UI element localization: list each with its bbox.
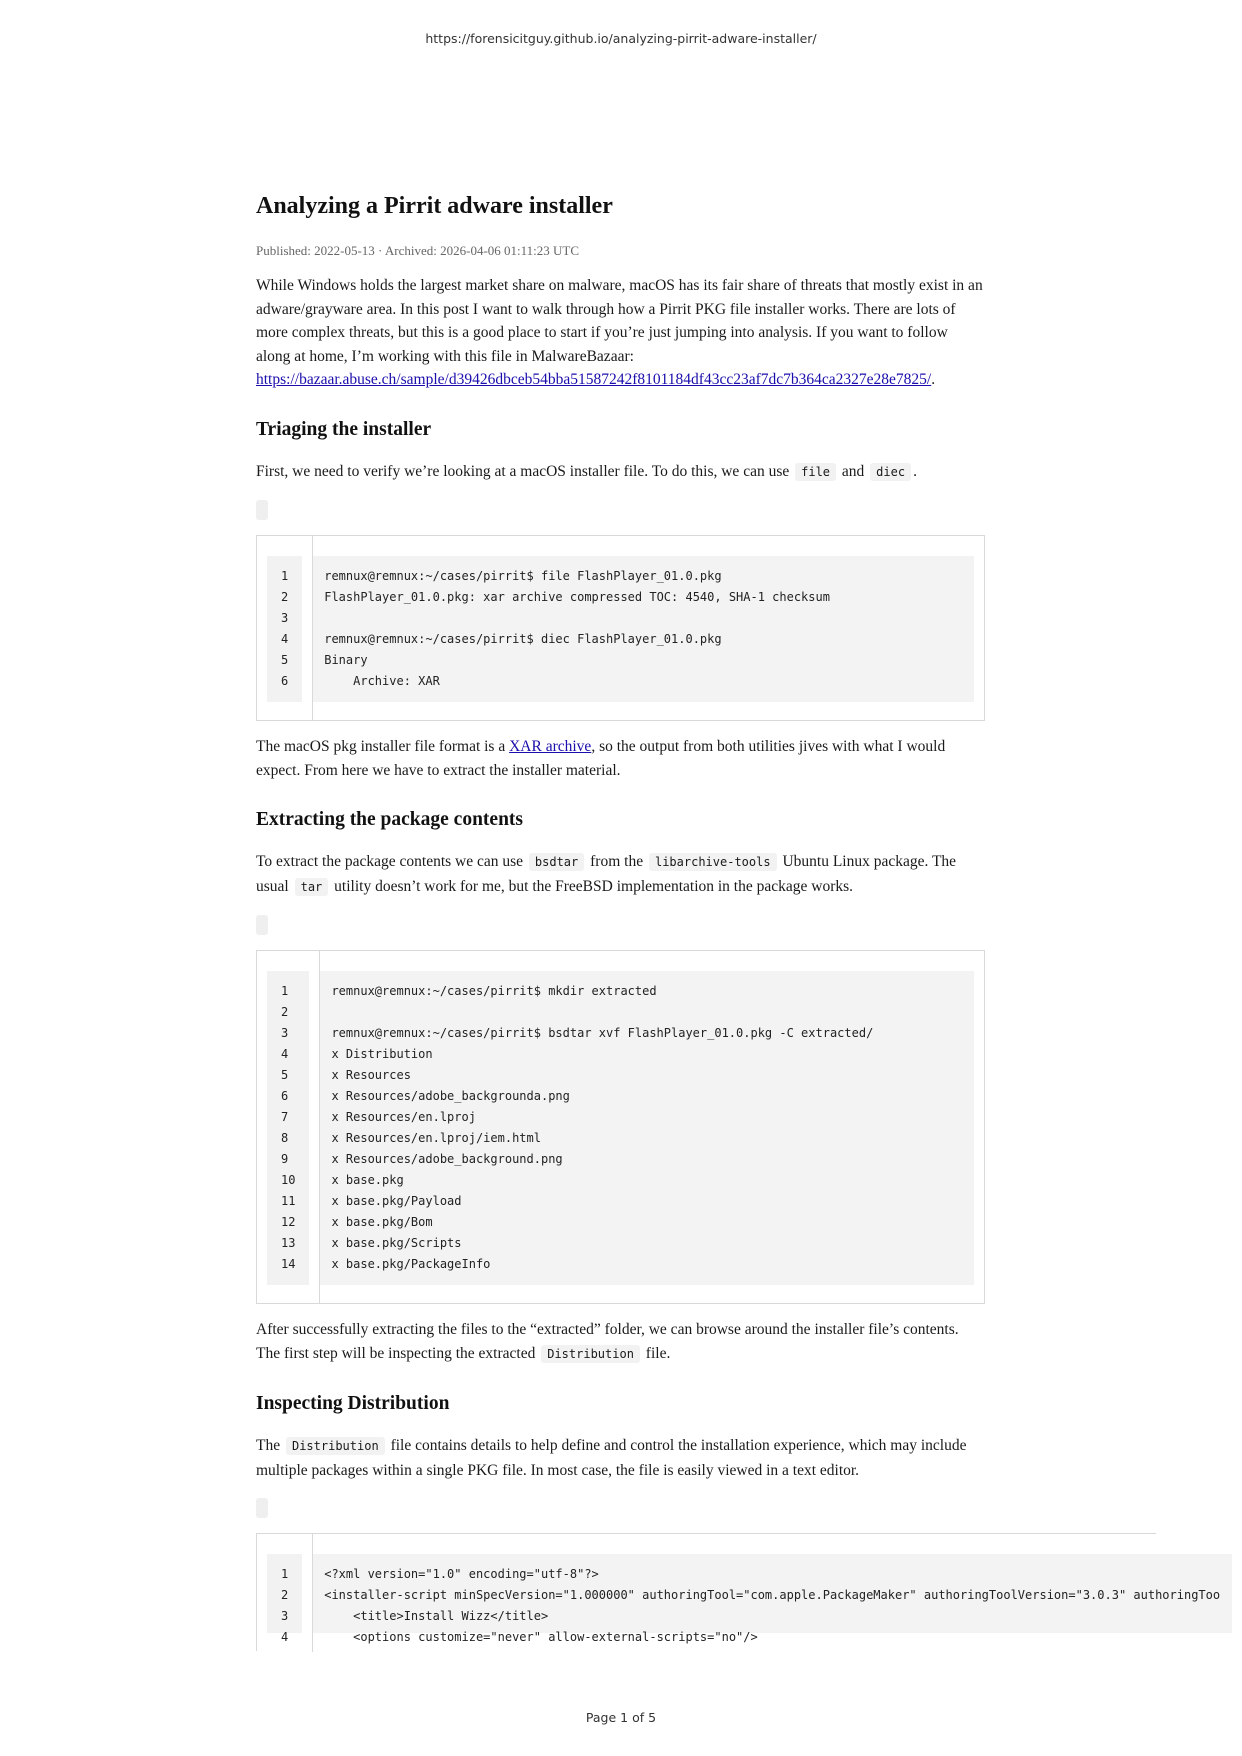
line-number: 13 [281, 1236, 296, 1250]
copy-code-button[interactable] [256, 500, 268, 520]
code-line: remnux@remnux:~/cases/pirrit$ file FlashPlayer_01.0.pkg [324, 569, 722, 583]
line-number: 1 [281, 569, 289, 583]
code-line: Archive: XAR [324, 674, 440, 688]
code-content [312, 1554, 1232, 1644]
line-number: 3 [281, 1026, 289, 1040]
article-title: Analyzing a Pirrit adware installer [256, 193, 613, 219]
line-number: 8 [281, 1131, 289, 1145]
extract-paragraph: To extract the package contents we can use bsdtar from the libarchive-tools Ubuntu Linux package. The usual tar utility doesn’t work for me, but the FreeBSD implementation in the package works. [256, 853, 957, 895]
code-line: x Resources/en.lproj [331, 1110, 476, 1124]
inline-code-distribution: Distribution [286, 1437, 385, 1455]
code-line: x base.pkg/Bom [331, 1215, 433, 1229]
heading-triaging: Triaging the installer [256, 418, 432, 440]
distribution-paragraph: The Distribution file contains details to help define and control the installation experience, which may include multiple packages within a single PKG file. In most case, the file is easily viewed in a text editor. [256, 1437, 967, 1479]
line-number-gutter [267, 971, 309, 1285]
code-line: x Distribution [331, 1047, 433, 1061]
code-content [319, 971, 974, 1285]
triage-paragraph: First, we need to verify we’re looking at a macOS installer file. To do this, we can use file and diec . [256, 462, 917, 480]
line-number: 5 [281, 653, 289, 667]
code-line: remnux@remnux:~/cases/pirrit$ mkdir extracted [331, 984, 657, 998]
inline-code-libarchive-tools: libarchive-tools [649, 853, 777, 871]
copy-code-button[interactable] [256, 1498, 268, 1518]
line-number-gutter [267, 1554, 302, 1644]
line-number: 1 [281, 984, 289, 998]
page-footer: Page 1 of 5 [585, 1710, 657, 1725]
page-url-header: https://forensicitguy.github.io/analyzing-pirrit-adware-installer/ [425, 31, 817, 46]
line-number: 6 [281, 674, 289, 688]
code-line: x base.pkg/PackageInfo [331, 1257, 491, 1271]
code-line: <installer-script minSpecVersion="1.000000" authoringTool="com.apple.PackageMaker" authoringToolVersion="3.0.3" authoringToo [324, 1588, 1221, 1602]
line-number: 4 [281, 632, 289, 646]
code-line: x Resources/adobe_backgrounda.png [331, 1089, 570, 1103]
code-line: remnux@remnux:~/cases/pirrit$ bsdtar xvf FlashPlayer_01.0.pkg -C extracted/ [331, 1026, 874, 1040]
code-line: x base.pkg/Payload [331, 1194, 462, 1208]
inline-code-tar: tar [295, 878, 329, 896]
heading-extracting: Extracting the package contents [256, 809, 524, 830]
line-number: 6 [281, 1089, 289, 1103]
code-line: x Resources/en.lproj/iem.html [331, 1131, 541, 1145]
code-line: x base.pkg/Scripts [331, 1236, 462, 1250]
line-number: 2 [281, 1005, 289, 1019]
xar-paragraph: The macOS pkg installer file format is a XAR archive, so the output from both utilities jives with what I would expect. From here we have to extract the installer material. [256, 738, 946, 779]
code-block-triage [256, 535, 985, 721]
code-line [331, 1002, 962, 1023]
code-line: x Resources/adobe_background.png [331, 1152, 563, 1166]
line-number: 4 [281, 1630, 289, 1644]
line-number: 12 [281, 1215, 296, 1229]
malwarebazaar-link[interactable]: https://bazaar.abuse.ch/sample/d39426dbceb54bba51587242f8101184df43cc23af7dc7b364ca2327e28e7825/ [256, 371, 932, 388]
article-meta: Published: 2022-05-13 · Archived: 2026-04-06 01:11:23 UTC [256, 243, 580, 258]
heading-inspecting-distribution: Inspecting Distribution [256, 1393, 450, 1414]
line-number: 14 [281, 1257, 296, 1271]
code-line: <?xml version="1.0" encoding="utf-8"?> [324, 1567, 599, 1581]
inline-code-distribution: Distribution [541, 1345, 640, 1363]
line-number: 7 [281, 1110, 289, 1124]
after-extract-paragraph: After successfully extracting the files to the “extracted” folder, we can browse around the installer file’s contents. The first step will be inspecting the extracted Distribution file. [256, 1321, 959, 1362]
line-number: 3 [281, 611, 289, 625]
inline-code-bsdtar: bsdtar [529, 853, 584, 871]
line-number: 5 [281, 1068, 289, 1082]
line-number: 11 [281, 1194, 296, 1208]
inline-code-file: file [795, 463, 836, 481]
line-number: 3 [281, 1609, 289, 1623]
line-number: 4 [281, 1047, 289, 1061]
inline-code-diec: diec [870, 463, 911, 481]
line-number: 2 [281, 590, 289, 604]
line-number: 2 [281, 1588, 289, 1602]
line-number-gutter [267, 556, 302, 702]
code-line: remnux@remnux:~/cases/pirrit$ diec FlashPlayer_01.0.pkg [324, 632, 722, 646]
intro-paragraph: While Windows holds the largest market share on malware, macOS has its fair share of threats that mostly exist in an adware/grayware area. In this post I want to walk through how a Pirrit PKG file installer works. There are lots of more complex threats, but this is a good place to start if you’re just jumping into analysis. If you want to follow along at home, I’m working with this file in MalwareBazaar: https://bazaar.abuse.ch/sample/d39426dbceb54bba51587242f8101184df43cc23af7dc7b364ca2327e28e7825/. [256, 277, 983, 388]
xar-archive-link[interactable]: XAR archive [509, 738, 592, 755]
code-line: <title>Install Wizz</title> [324, 1609, 549, 1623]
line-number: 9 [281, 1152, 289, 1166]
code-line: x base.pkg [331, 1173, 404, 1187]
code-line: x Resources [331, 1068, 411, 1082]
line-number: 10 [281, 1173, 296, 1187]
code-line: FlashPlayer_01.0.pkg: xar archive compressed TOC: 4540, SHA-1 checksum [324, 590, 830, 604]
code-line: <options customize="never" allow-external-scripts="no"/> [324, 1630, 758, 1644]
code-content [312, 556, 974, 702]
code-line: Binary [324, 653, 368, 667]
code-block-extract [256, 950, 985, 1304]
code-line [324, 608, 962, 629]
article [256, 188, 1221, 1651]
line-number: 1 [281, 1567, 289, 1581]
copy-code-button[interactable] [256, 915, 268, 935]
code-block-distribution [256, 1533, 1221, 1651]
